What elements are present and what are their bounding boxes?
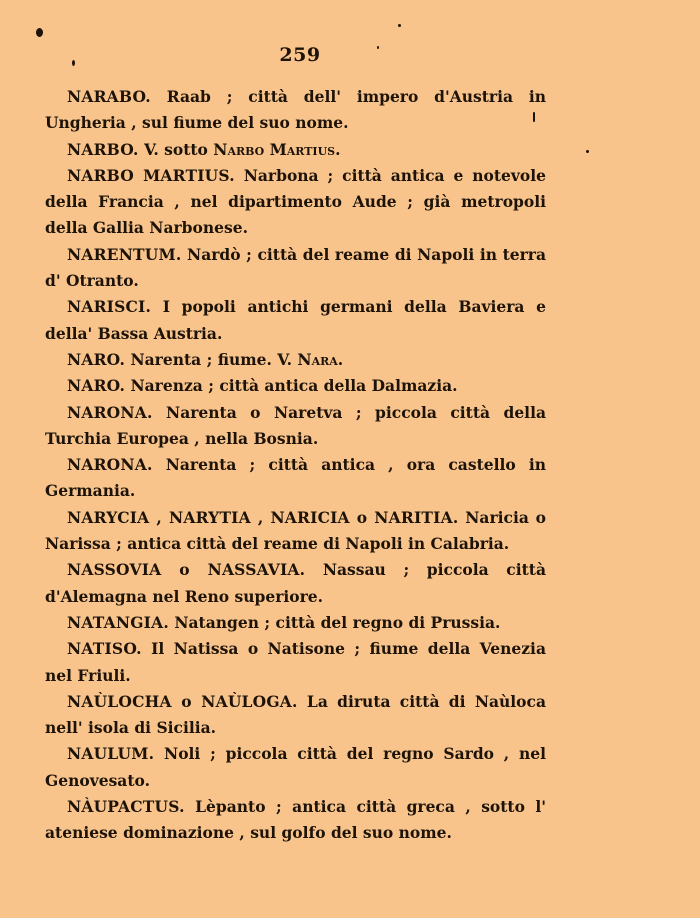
entry-headword: NÀUPACTUS.: [67, 797, 185, 817]
entry-definition: Narenta ; fiume. V.: [125, 349, 298, 369]
entry-cross-reference: Narbo Martius.: [213, 139, 341, 159]
dictionary-entry: [45, 610, 546, 636]
entry-definition: Noli ; piccola città del regno Sardo , nel Genovesato.: [45, 744, 546, 790]
entry-headword: NARO.: [67, 376, 126, 396]
entry-headword: NARONA.: [67, 455, 153, 475]
entry-definition: Narenza ; città antica della Dalmazia.: [125, 376, 458, 396]
entry-headword: NARONA.: [67, 402, 153, 422]
dictionary-entry: [45, 137, 546, 163]
entry-definition: Narenta o Naretva ; piccola città della Turchia Europea , nella Bosnia.: [45, 402, 546, 448]
entry-definition: Lèpanto ; antica città greca , sotto l' ateniese dominazione , sul golfo del suo nome.: [45, 797, 546, 843]
entry-definition: Il Natissa o Natisone ; fiume della Venezia nel Friuli.: [45, 639, 546, 685]
dictionary-entry: [45, 163, 546, 242]
dictionary-entry: [45, 636, 546, 689]
print-speck: [36, 28, 43, 37]
entry-headword: NASSOVIA o NASSAVIA.: [67, 560, 306, 580]
dictionary-entry: [45, 84, 546, 137]
dictionary-entry: [45, 741, 546, 794]
print-speck: [398, 24, 401, 27]
entry-definition: Nardò ; città del reame di Napoli in terra d' Otranto.: [45, 244, 546, 291]
dictionary-entry: [45, 294, 546, 347]
entry-definition: Nassau ; piccola città d'Alemagna nel Reno superiore.: [45, 560, 546, 606]
entry-definition: I popoli antichi germani della Baviera e della' Bassa Austria.: [45, 297, 546, 343]
entry-headword: NARISCI.: [67, 297, 152, 317]
entry-headword: NAULUM.: [67, 744, 155, 764]
entry-definition: Raab ; città dell' impero d'Austria in Ungheria , sul fiume del suo nome.: [45, 87, 546, 133]
entry-definition: La diruta città di Naùloca nell' isola di Sicilia.: [45, 691, 547, 738]
print-speck: [72, 60, 75, 66]
entry-headword: NARO.: [67, 349, 126, 369]
print-speck: [586, 150, 589, 153]
print-speck: [377, 46, 379, 49]
dictionary-entries: [45, 84, 546, 847]
entry-definition: Natangen ; città del regno di Prussia.: [168, 612, 501, 632]
entry-headword: NARENTUM.: [67, 244, 182, 264]
dictionary-entry: [45, 373, 546, 399]
entry-headword: NATISO.: [67, 639, 142, 659]
dictionary-entry: [45, 400, 546, 453]
entry-definition: Narbona ; città antica e notevole della Francia , nel dipartimento Aude ; già metropoli della Gallia Narbonese.: [45, 165, 546, 238]
entry-headword: NARBO.: [67, 139, 139, 159]
entry-definition: V. sotto: [138, 139, 214, 159]
entry-headword: NARABO.: [67, 87, 151, 106]
dictionary-entry: [45, 452, 546, 505]
dictionary-entry: [45, 557, 546, 610]
dictionary-entry: [45, 689, 546, 742]
entry-cross-reference: Nara.: [297, 349, 344, 369]
page-number: 259: [279, 44, 321, 66]
dictionary-entry: [45, 242, 546, 295]
entry-headword: NAÙLOCHA o NAÙLOGA.: [67, 691, 298, 711]
print-speck: [533, 112, 535, 122]
dictionary-entry: [45, 505, 546, 558]
entry-definition: Narenta ; città antica , ora castello in Germania.: [45, 455, 546, 501]
entry-headword: NARBO MARTIUS.: [67, 165, 235, 185]
entry-definition: Naricia o Narissa ; antica città del reame di Napoli in Calabria.: [45, 507, 547, 554]
dictionary-entry: [45, 794, 546, 847]
entry-headword: NATANGIA.: [67, 612, 169, 632]
dictionary-entry: [45, 347, 546, 373]
entry-headword: NARYCIA , NARYTIA , NARICIA o NARITIA.: [67, 507, 459, 527]
